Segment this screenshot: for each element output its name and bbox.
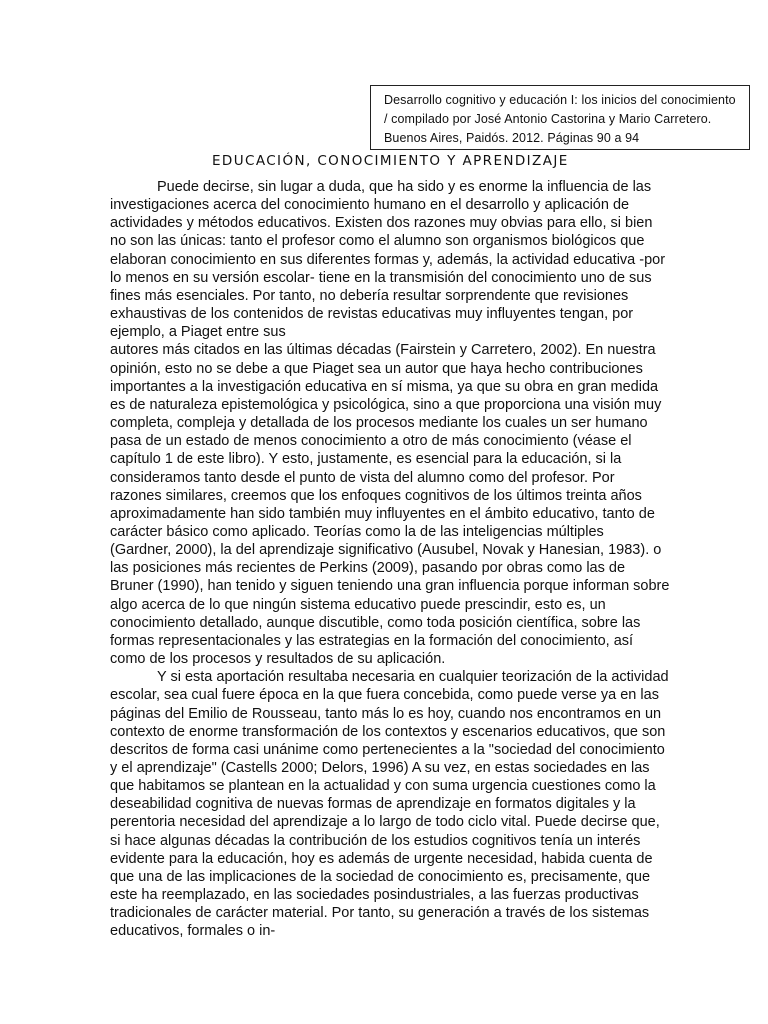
body-line: que una de las implicaciones de la sociedad de conocimiento es, precisamente, que <box>110 868 651 885</box>
citation-box <box>370 85 750 150</box>
body-line: aproximadamente han sido también muy influyentes en el ámbito educativo, tanto de <box>110 505 655 522</box>
body-line: descritos de forma casi unánime como pertenecientes a la "sociedad del conocimiento <box>110 741 665 758</box>
body-line: pasa de un estado de menos conocimiento a otro de más conocimiento (véase el <box>110 433 632 450</box>
citation-line: Buenos Aires, Paidós. 2012. Páginas 90 a 94 <box>384 131 640 145</box>
body-line: capítulo 1 de este libro). Y esto, justamente, es esencial para la educación, si la <box>110 451 622 468</box>
body-line: exhaustivas de los contenidos de revistas educativas muy influyentes tengan, por <box>110 306 634 323</box>
body-line: elaboran conocimiento en sus diferentes formas y, además, la actividad educativa -por <box>110 251 666 268</box>
body-line: completa, compleja y detallada de los procesos mediante los cuales un ser humano <box>110 415 648 432</box>
body-line: opinión, esto no se debe a que Piaget sea un autor que haya hecho contribuciones <box>110 360 643 377</box>
body-line: investigaciones acerca del conocimiento humano en el desarrollo y aplicación de <box>110 197 630 214</box>
body-line: Bruner (1990), han tenido y siguen teniendo una gran influencia porque informan sobre <box>110 578 670 595</box>
body-line: razones similares, creemos que los enfoques cognitivos de los últimos treinta años <box>110 487 642 504</box>
body-line: escolar, sea cual fuere época en la que fuera concebida, como puede verse ya en las <box>110 687 659 704</box>
body-line: contexto de enorme transformación de los contextos y escenarios educativos, que son <box>110 723 666 740</box>
body-line: lo menos en su versión escolar- tiene en la transmisión del conocimiento uno de sus <box>110 269 652 286</box>
body-line: las posiciones más recientes de Perkins (2009), pasando por obras como las de <box>110 560 626 577</box>
body-line: es de naturaleza epistemológica y psicológica, sino a que proporciona una visión muy <box>110 396 662 413</box>
body-line: perentoria necesidad del aprendizaje a lo largo de todo ciclo vital. Puede decirse que, <box>110 814 660 831</box>
body-line: evidente para la educación, hoy es además de urgente necesidad, habida cuenta de <box>110 850 653 867</box>
citation-line: Desarrollo cognitivo y educación I: los inicios del conocimiento <box>384 93 736 107</box>
body-line: y el aprendizaje" (Castells 2000; Delors, 1996) A su vez, en estas sociedades en las <box>110 760 650 776</box>
body-line: si hace algunas décadas la contribución de los estudios cognitivos tenía un interés <box>110 832 641 849</box>
body-line: páginas del Emilio de Rousseau, tanto más lo es hoy, cuando nos encontramos en un <box>110 705 662 722</box>
body-line: actividades y métodos educativos. Existen dos razones muy obvias para ello, si bien <box>110 215 653 232</box>
body-line: importantes a la investigación educativa en sí misma, ya que su obra en gran medida <box>110 378 659 395</box>
body-line: este ha reemplazado, en las sociedades posindustriales, a las fuerzas productivas <box>110 887 639 904</box>
body-line: que habitamos se plantean en la actualidad y con suma urgencia cuestiones como la <box>110 778 656 795</box>
body-line: carácter básico como aplicado. Teorías como la de las inteligencias múltiples <box>110 523 604 540</box>
body-line: Y si esta aportación resultaba necesaria en cualquier teorización de la actividad <box>157 669 669 686</box>
citation-line: / compilado por José Antonio Castorina y Mario Carretero. <box>384 112 712 126</box>
body-line: tradicionales de carácter material. Por tanto, su generación a través de los sistemas <box>110 905 650 922</box>
body-line: fines más esenciales. Por tanto, no debería resultar sorprendente que revisiones <box>110 287 629 304</box>
body-text <box>110 178 670 941</box>
body-line: formas representacionales y las estrategias en la formación del conocimiento, así <box>110 632 634 649</box>
body-line: (Gardner, 2000), la del aprendizaje significativo (Ausubel, Novak y Hanesian, 1983). o <box>110 542 662 559</box>
body-line: conocimiento detallado, aunque discutible, como toda posición científica, sobre las <box>110 614 641 631</box>
body-line: educativos, formales o in- <box>110 923 276 940</box>
body-line: ejemplo, a Piaget entre sus <box>110 324 286 341</box>
body-line: deseabilidad cognitiva de nuevas formas de aprendizaje en formatos digitales y la <box>110 796 636 813</box>
body-line: no son las únicas: tanto el profesor como el alumno son organismos biológicos que <box>110 233 645 250</box>
document-title: EDUCACIÓN, CONOCIMIENTO Y APRENDIZAJE <box>212 153 569 169</box>
body-line: Puede decirse, sin lugar a duda, que ha sido y es enorme la influencia de las <box>157 179 652 195</box>
body-line: autores más citados en las últimas décadas (Fairstein y Carretero, 2002). En nuestra <box>110 342 656 359</box>
body-line: como de los procesos y resultados de su aplicación. <box>110 651 446 668</box>
body-line: consideramos tanto desde el punto de vista del alumno como del profesor. Por <box>110 469 615 486</box>
body-line: algo acerca de lo que ningún sistema educativo puede prescindir, esto es, un <box>110 596 606 613</box>
